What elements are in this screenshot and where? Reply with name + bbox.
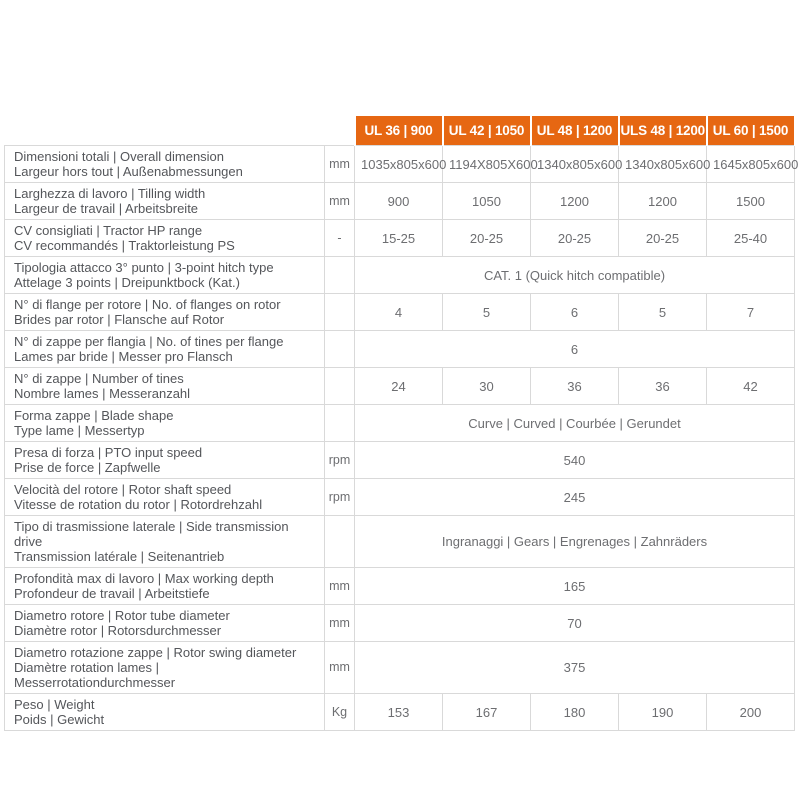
spec-label-line2: Largeur hors tout | Außenabmessungen [14,164,243,179]
spec-label [5,257,325,294]
column-header-model: UL 42 | 1050 [443,115,531,146]
value-cell: 190 [619,694,707,731]
table-row [5,442,795,479]
value-cell: 20-25 [443,220,531,257]
value-cell: 1645x805x600 [707,146,795,183]
value-cell: 1050 [443,183,531,220]
unit-cell: mm [325,568,355,605]
unit-cell [325,368,355,405]
value-cell: 6 [531,294,619,331]
table-row [5,642,795,694]
spec-label-line1: CV consigliati | Tractor HP range [14,223,203,238]
unit-cell: mm [325,146,355,183]
column-header-model: UL 36 | 900 [355,115,443,146]
spec-label-line1: Forma zappe | Blade shape [14,408,174,423]
value-cell-spanning: 165 [355,568,795,605]
unit-cell: mm [325,183,355,220]
specs-table-header [5,115,795,146]
value-cell: 4 [355,294,443,331]
unit-cell: mm [325,642,355,694]
spec-label-line2: Poids | Gewicht [14,712,105,727]
spec-label [5,568,325,605]
unit-cell [325,294,355,331]
value-cell-spanning: 540 [355,442,795,479]
value-cell-spanning: 6 [355,331,795,368]
table-row [5,694,795,731]
unit-cell [325,257,355,294]
value-cell: 25-40 [707,220,795,257]
value-cell: 15-25 [355,220,443,257]
column-header-model: UL 60 | 1500 [707,115,795,146]
spec-label-line1: Peso | Weight [14,697,95,712]
spec-label-line1: Velocità del rotore | Rotor shaft speed [14,482,232,497]
spec-label-line1: Diametro rotazione zappe | Rotor swing diameter [14,645,297,660]
value-cell-spanning: 245 [355,479,795,516]
spec-label-line2: Profondeur de travail | Arbeitstiefe [14,586,210,601]
spec-label [5,642,325,694]
spec-label [5,694,325,731]
spec-label-line2: Nombre lames | Messeranzahl [14,386,191,401]
value-cell: 7 [707,294,795,331]
spec-label [5,605,325,642]
value-cell: 20-25 [531,220,619,257]
value-cell: 1200 [531,183,619,220]
unit-cell: rpm [325,442,355,479]
spec-label [5,220,325,257]
spec-label [5,368,325,405]
header-spacer [5,115,355,146]
spec-label [5,442,325,479]
value-cell-spanning: CAT. 1 (Quick hitch compatible) [355,257,795,294]
column-header-model: ULS 48 | 1200 [619,115,707,146]
unit-cell: mm [325,605,355,642]
spec-label-line2: Transmission latérale | Seitenantrieb [14,549,225,564]
unit-cell [325,331,355,368]
spec-label-line2: Attelage 3 points | Dreipunktbock (Kat.) [14,275,240,290]
value-cell: 36 [619,368,707,405]
spec-label-line2: CV recommandés | Traktorleistung PS [14,238,235,253]
value-cell: 1340x805x600 [619,146,707,183]
unit-cell [325,405,355,442]
spec-label-line2: Diamètre rotation lames | Messerrotationdurchmesser [14,660,176,690]
value-cell-spanning: Curve | Curved | Courbée | Gerundet [355,405,795,442]
value-cell: 36 [531,368,619,405]
spec-label [5,331,325,368]
value-cell: 24 [355,368,443,405]
unit-cell: Kg [325,694,355,731]
value-cell: 5 [443,294,531,331]
specs-table [4,114,799,731]
spec-label-line2: Brides par rotor | Flansche auf Rotor [14,312,225,327]
table-row [5,479,795,516]
value-cell: 42 [707,368,795,405]
value-cell: 5 [619,294,707,331]
unit-cell: - [325,220,355,257]
value-cell: 1500 [707,183,795,220]
value-cell: 20-25 [619,220,707,257]
value-cell-spanning: Ingranaggi | Gears | Engrenages | Zahnräders [355,516,795,568]
spec-label [5,516,325,568]
spec-label-line2: Type lame | Messertyp [14,423,145,438]
column-header-model: UL 48 | 1200 [531,115,619,146]
value-cell: 30 [443,368,531,405]
spec-label-line2: Prise de force | Zapfwelle [14,460,161,475]
spec-label [5,146,325,183]
spec-label-line1: Dimensioni totali | Overall dimension [14,149,225,164]
spec-label-line2: Diamètre rotor | Rotorsdurchmesser [14,623,222,638]
table-row [5,257,795,294]
value-cell: 1200 [619,183,707,220]
value-cell: 200 [707,694,795,731]
spec-label-line1: Diametro rotore | Rotor tube diameter [14,608,230,623]
table-row [5,220,795,257]
value-cell: 1194X805X600 [443,146,531,183]
value-cell: 167 [443,694,531,731]
table-row [5,183,795,220]
spec-label-line2: Largeur de travail | Arbeitsbreite [14,201,199,216]
unit-cell: rpm [325,479,355,516]
table-row [5,568,795,605]
spec-label-line1: Tipo di trasmissione laterale | Side transmission drive [14,519,289,549]
spec-label-line1: N° di zappe per flangia | No. of tines per flange [14,334,284,349]
table-row [5,605,795,642]
value-cell: 1035x805x600 [355,146,443,183]
specs-table-body [5,146,799,731]
spec-label-line1: Profondità max di lavoro | Max working depth [14,571,274,586]
spec-label-line2: Lames par bride | Messer pro Flansch [14,349,233,364]
value-cell: 900 [355,183,443,220]
spec-label-line1: N° di flange per rotore | No. of flanges on rotor [14,297,281,312]
unit-cell [325,516,355,568]
table-row [5,146,795,183]
value-cell: 180 [531,694,619,731]
spec-label-line1: Tipologia attacco 3° punto | 3-point hitch type [14,260,274,275]
value-cell-spanning: 375 [355,642,795,694]
table-row [5,294,795,331]
spec-label-line1: Larghezza di lavoro | Tilling width [14,186,206,201]
table-row [5,368,795,405]
value-cell: 1340x805x600 [531,146,619,183]
spec-label [5,479,325,516]
spec-label-line2: Vitesse de rotation du rotor | Rotordrehzahl [14,497,263,512]
spec-label [5,405,325,442]
value-cell: 153 [355,694,443,731]
spec-label-line1: Presa di forza | PTO input speed [14,445,203,460]
table-row [5,331,795,368]
spec-label-line1: N° di zappe | Number of tines [14,371,184,386]
spec-label [5,183,325,220]
value-cell-spanning: 70 [355,605,795,642]
table-row [5,516,795,568]
spec-label [5,294,325,331]
table-row [5,405,795,442]
